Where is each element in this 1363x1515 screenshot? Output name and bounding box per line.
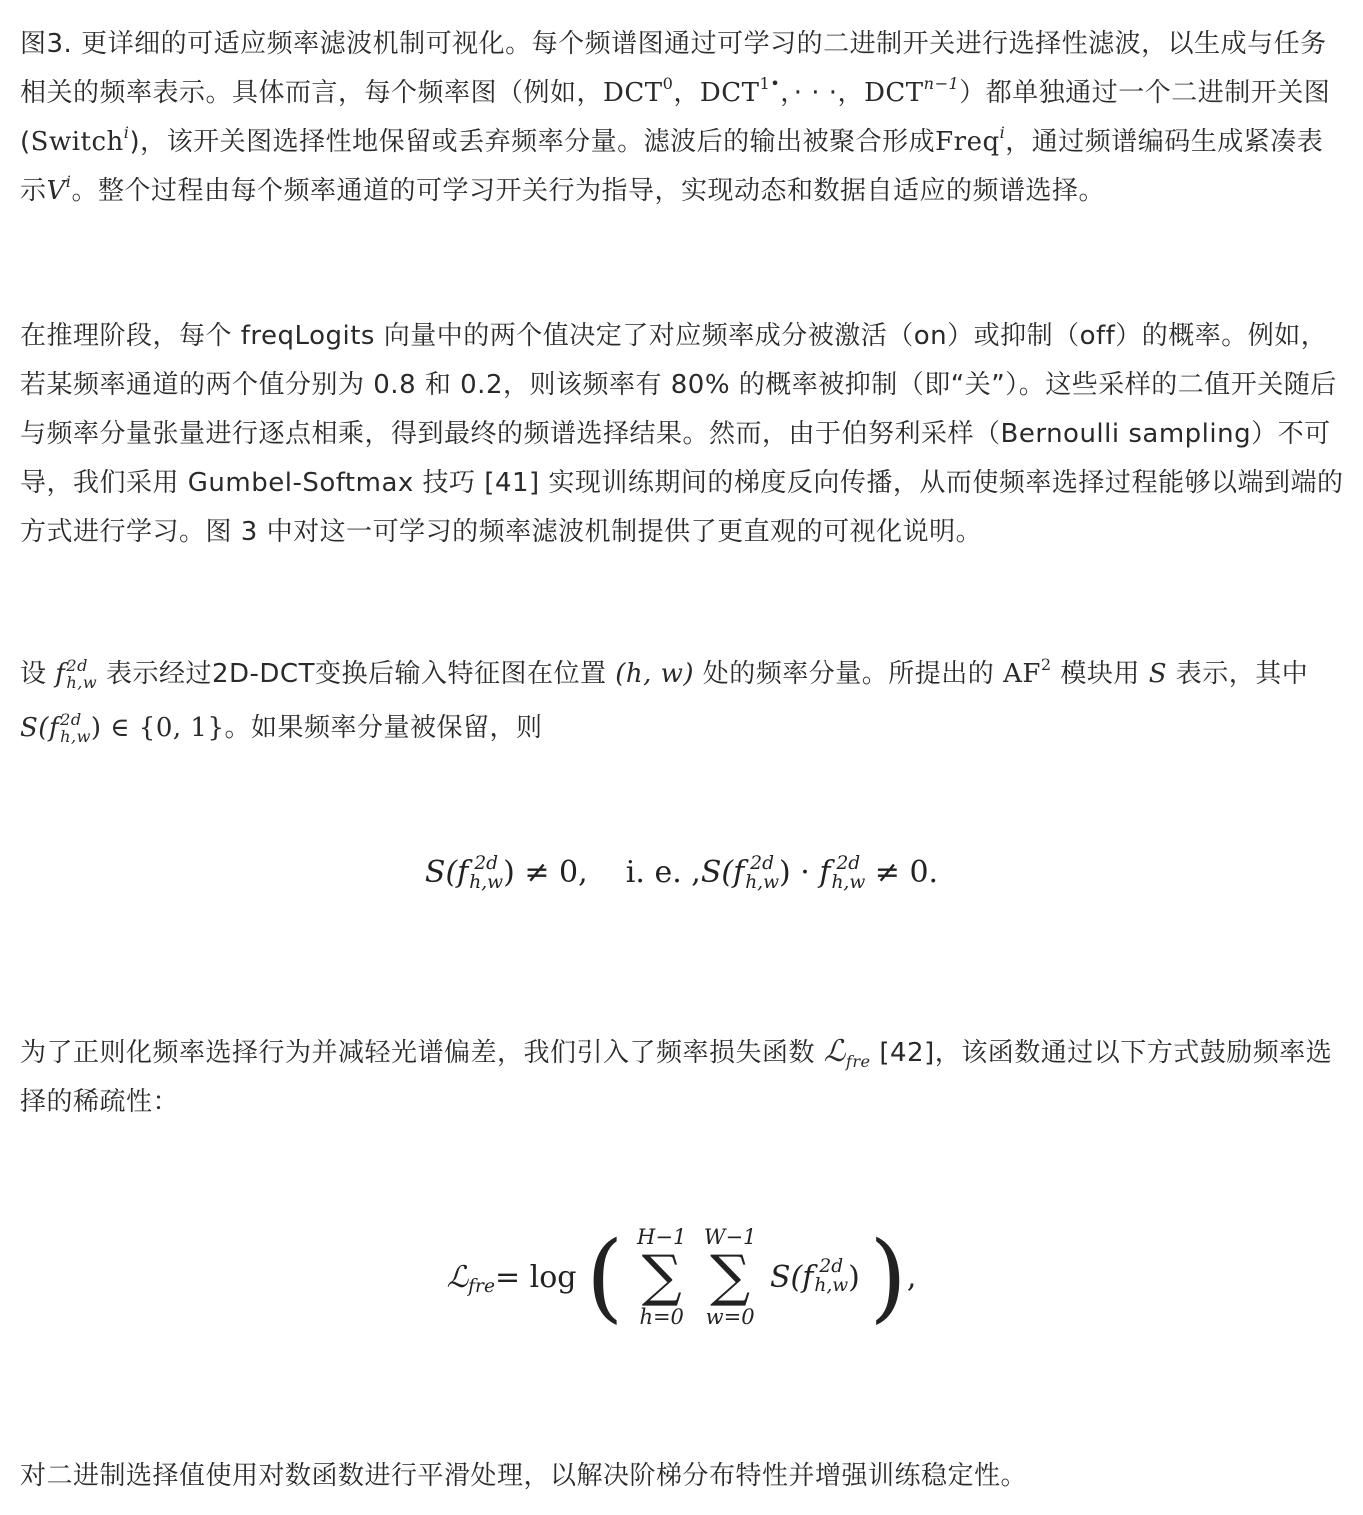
freq-term: Freq (935, 127, 1000, 157)
para2-text: 模块用 (1051, 659, 1149, 689)
math-loss: ℒ (823, 1034, 846, 1069)
eq2-lparen: ( (586, 1221, 624, 1333)
caption-text: ）都单独通过一个二进制开关图( (20, 78, 1331, 157)
math-position: (h, w) (615, 659, 695, 689)
eq1-f-scripts: 2d h,w (469, 853, 504, 893)
para2-text: 设 (20, 659, 56, 689)
sum-h-upper: H−1 (637, 1225, 687, 1249)
sep: ，· · ·， (780, 78, 865, 108)
sum-h-lower: h=0 (639, 1305, 684, 1329)
paragraph-text: 在推理阶段，每个 freqLogits 向量中的两个值决定了对应频率成分被激活（on）或抑制（off）的概率。例如，若某频率通道的两个值分别为 0.8 和 0.2，则该频率有 80% 的概率被抑制（即“关”）。这些采样的二值开关随后与频率分量张量进行逐点相乘，得到最终的频谱选择结果。然而，由于伯努利采样（Bernoulli sampling）不可导，我们采用 Gumbel-Softmax 技巧 [41] 实现训练期间的梯度反向传播，从而使频率选择过程能够以端到端的方式进行学习。图 3 中对这一可学习的频率滤波机制提供了更直观的可视化说明。 (20, 321, 1344, 547)
eq1-f: f (733, 855, 745, 890)
dct-sup-n: n−1 (923, 73, 960, 93)
para3-text: 为了正则化频率选择行为并减轻光谱偏差，我们引入了频率损失函数 (20, 1038, 824, 1068)
eq1-f-scripts: 2d h,w (745, 853, 780, 893)
figure-caption (20, 20, 1345, 216)
eq1-f: f (457, 855, 469, 890)
math-set: ) ∈ {0, 1} (90, 713, 225, 743)
equation-1 (0, 855, 1363, 893)
dct-term: DCT (699, 78, 760, 108)
eq2-f-scripts: 2d h,w (814, 1256, 849, 1296)
para2-text: 表示，其中 (1167, 659, 1309, 689)
eq1-f-scripts: 2d h,w (831, 853, 866, 893)
eq2-s-close: ) (848, 1259, 860, 1295)
dct-term: DCT (864, 78, 924, 108)
dct-term: DCT (603, 78, 663, 108)
math-af-sup: 2 (1040, 654, 1052, 674)
eq2-loss-sub: fre (468, 1275, 495, 1297)
sum-w-upper: W−1 (703, 1225, 757, 1249)
freq-sup-i: i (999, 122, 1006, 142)
dct-sup-0: 0 (662, 73, 674, 93)
eq2-sum-w (704, 1225, 757, 1329)
sum-w-lower: w=0 (705, 1305, 755, 1329)
switch-term: Switch (30, 127, 124, 157)
para2-text: 处的频率分量。所提出的 (694, 659, 1004, 689)
eq1-s-open: S( (424, 855, 458, 890)
math-f-scripts: 2d h,w (60, 710, 91, 746)
sum-h-sigma: ∑ (641, 1244, 682, 1309)
math-f-scripts: 2d h,w (66, 656, 98, 692)
math-f: f (55, 659, 66, 689)
eq1-s-open: S( (700, 855, 734, 890)
sum-w-sigma: ∑ (710, 1244, 751, 1309)
math-s: S (1148, 659, 1167, 689)
para2-text: 。如果频率分量被保留，则 (224, 713, 543, 743)
eq2-rparen: ) (869, 1221, 907, 1333)
switch-sup-i: i (123, 122, 130, 142)
eq2-log: = log (494, 1259, 577, 1295)
math-f: f (48, 713, 60, 743)
math-af: AF (1003, 659, 1041, 689)
eq2-s-open: S( (769, 1259, 803, 1295)
eq2-comma: , (906, 1259, 917, 1295)
caption-text: ，通过频谱编码生成紧凑表示 (20, 127, 1324, 206)
para2-text: 表示经过2D-DCT变换后输入特征图在位置 (97, 659, 616, 689)
eq2-sum-h (637, 1225, 686, 1329)
eq1-neq: ) ≠ 0, (503, 855, 588, 890)
eq1-ie: i. e. , (625, 855, 701, 890)
equation-2 (0, 1221, 1363, 1333)
eq2-loss: ℒ (446, 1259, 469, 1295)
math-s-open: S( (20, 713, 49, 743)
v-sup-i: i (65, 171, 72, 191)
math-loss-sub: fre (845, 1051, 871, 1071)
paragraph-smoothing (20, 1452, 1345, 1501)
eq1-dot: ) · (779, 855, 820, 890)
para3-text: [42]，该函数通过以下方式鼓励频率选择的稀疏性： (20, 1038, 1333, 1117)
sep: ， (673, 78, 700, 108)
caption-text: )，该开关图选择性地保留或丢弃频率分量。滤波后的输出被聚合形成 (129, 127, 936, 157)
paragraph-text: 对二进制选择值使用对数函数进行平滑处理，以解决阶梯分布特性并增强训练稳定性。 (20, 1461, 1028, 1491)
caption-text: 图3. 更详细的可适应频率滤波机制可视化。每个频谱图通过可学习的二进制开关进行选择性滤波，以生成与任务相关的频率表示。具体而言，每个频率图（例如， (20, 29, 1327, 108)
eq1-neq: ≠ 0. (865, 855, 939, 890)
eq2-f: f (802, 1259, 814, 1295)
v-term: V (46, 176, 66, 206)
paragraph-inference (20, 312, 1345, 557)
paragraph-definition (20, 647, 1345, 755)
paragraph-loss (20, 1027, 1345, 1127)
eq1-f: f (819, 855, 831, 890)
dct-sup-1: 1• (759, 73, 781, 93)
caption-text: 。整个过程由每个频率通道的可学习开关行为指导，实现动态和数据自适应的频谱选择。 (71, 176, 1105, 206)
